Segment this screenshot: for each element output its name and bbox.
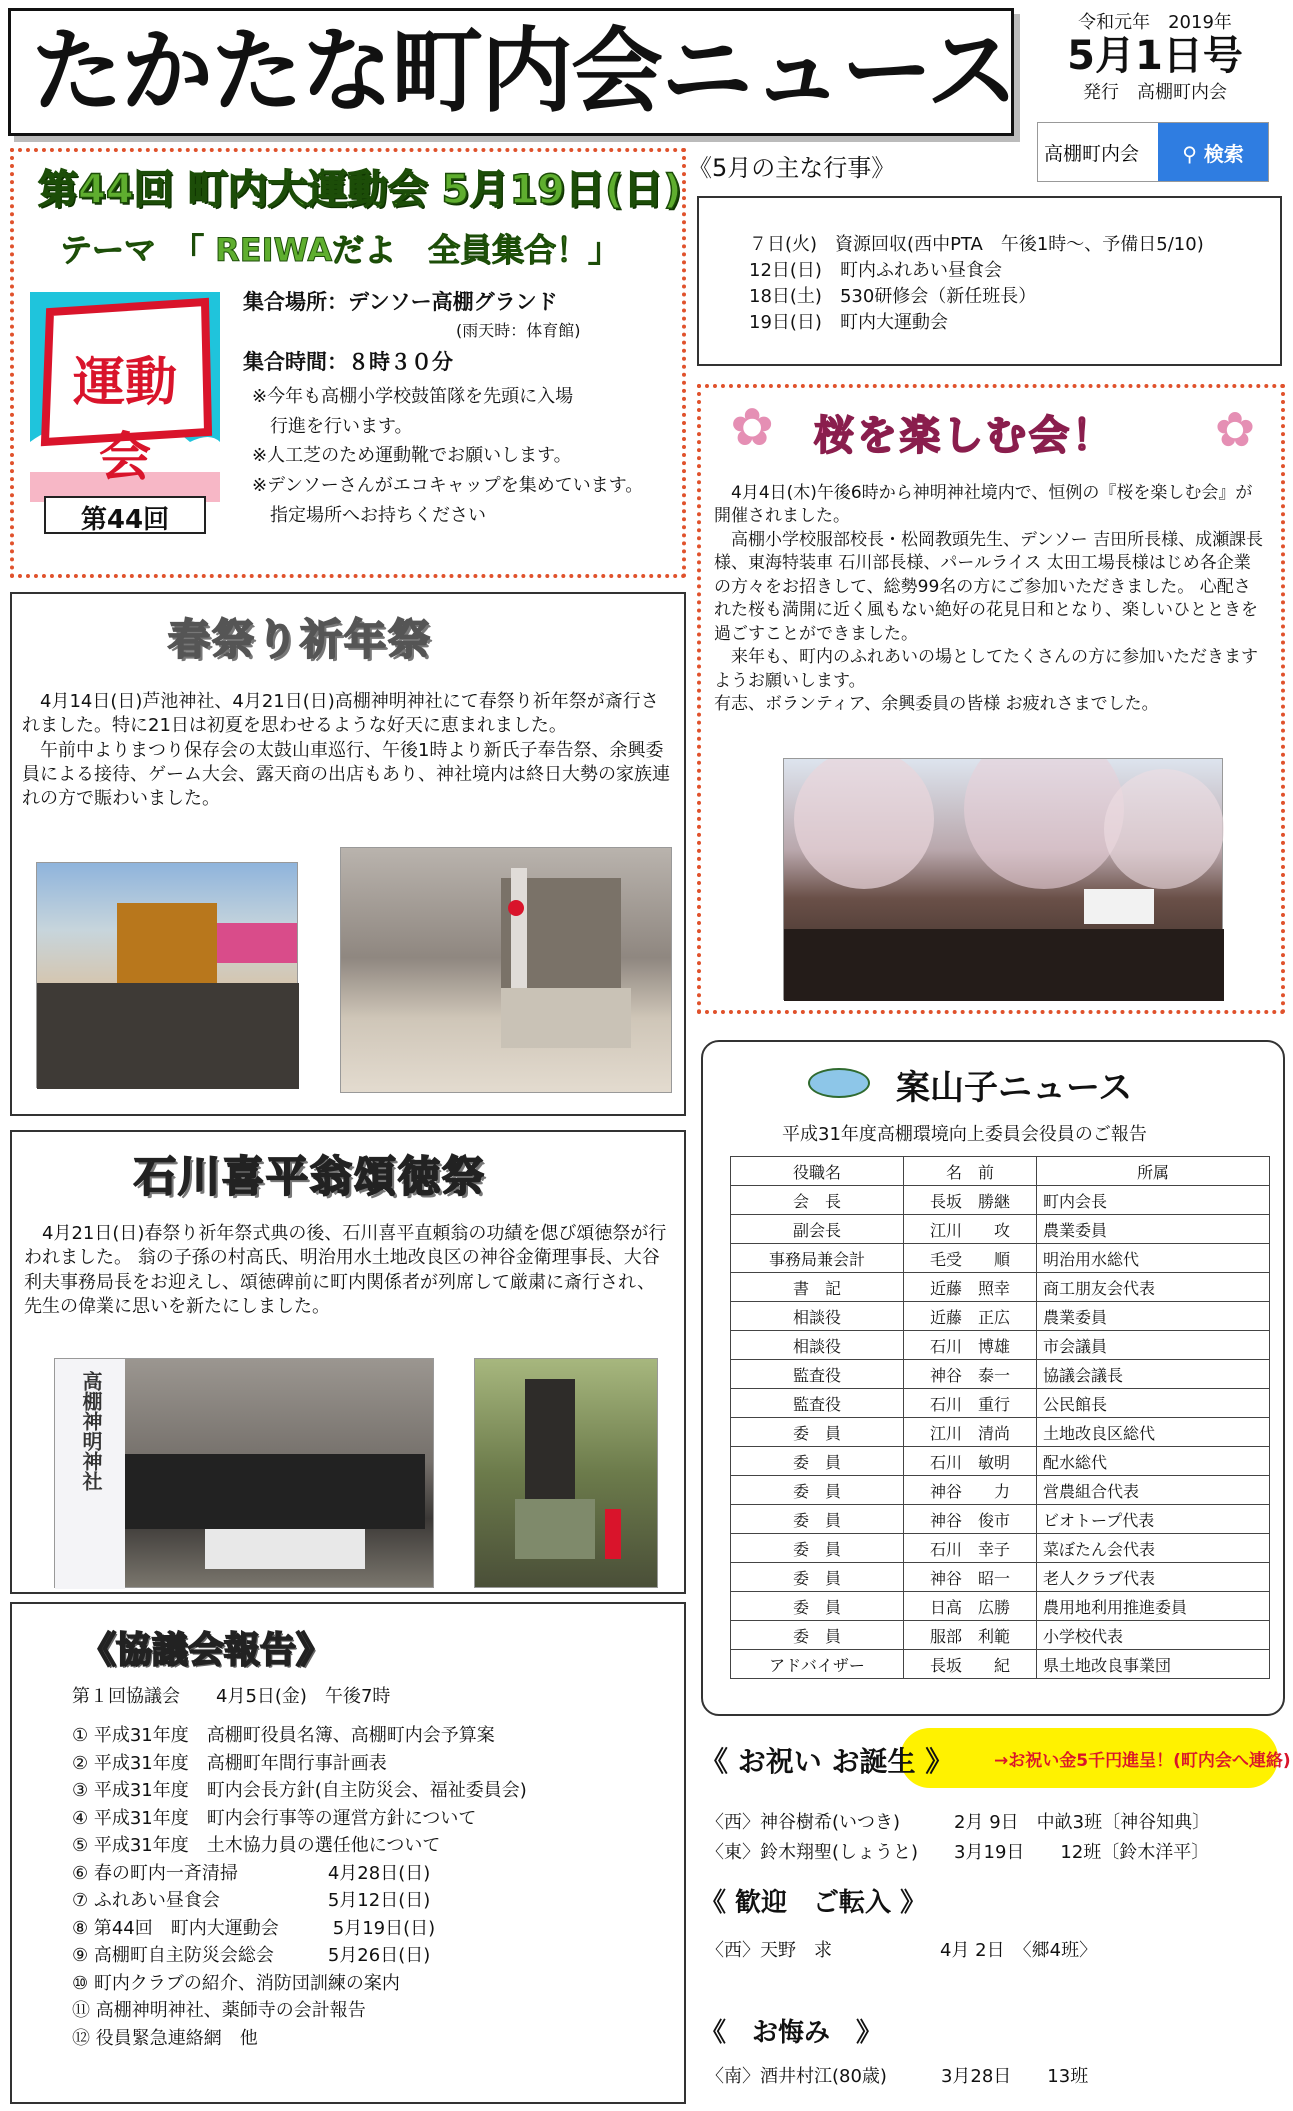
- table-cell: 委 員: [731, 1418, 904, 1447]
- sports-day-time: 集合時間：８時３０分: [243, 350, 453, 374]
- table-row: [731, 1447, 1270, 1476]
- council-item: ⑧ 第44回 町内大運動会 5月19日(日): [72, 1917, 436, 1939]
- event-item: 18日(土) 530研修会（新任班長）: [749, 286, 1037, 308]
- sports-day-place-rain: (雨天時：体育館): [456, 321, 581, 340]
- events-heading: 《5月の主な行事》: [688, 154, 896, 182]
- table-cell: アドバイザー: [731, 1650, 904, 1679]
- table-row: [731, 1273, 1270, 1302]
- spring-festival-title: 春祭り祈年祭: [168, 615, 433, 664]
- table-cell: 委 員: [731, 1592, 904, 1621]
- table-cell: 市会議員: [1037, 1331, 1270, 1360]
- table-cell: 県土地改良事業団: [1037, 1650, 1270, 1679]
- welcome-list: [706, 1936, 1097, 1962]
- table-row: [731, 1650, 1270, 1679]
- sakura-body: 4月4日(木)午後6時から神明神社境内で、恒例の『桜を楽しむ会』が開催されました。 高棚小学校服部校長・松岡教頭先生、デンソー 吉田所長様、成瀬課長様、東海特装車 石川部長様、パールライス 太田工場長様はじめ各企業の方々をお招きして、総勢99名の方にご参加いただきました。 心配された桜も満開に近く風もない絶好の花見日和となり、楽しいひとときを過ごすことができました。 来年も、町内のふれあいの場としてたくさんの方に参加いただきますようお願いします。 有志、ボランティア、余興委員の皆様 お疲れさまでした。: [714, 483, 1264, 715]
- table-row: [731, 1418, 1270, 1447]
- event-item: 12日(日) 町内ふれあい昼食会: [749, 260, 1002, 282]
- sakura-flower-icon: ✿: [1214, 402, 1256, 458]
- table-cell: 営農組合代表: [1037, 1476, 1270, 1505]
- table-cell: 協議会議長: [1037, 1360, 1270, 1389]
- mikoshi-photo-graphic: [37, 863, 299, 1089]
- table-cell: 毛受 順: [904, 1244, 1037, 1273]
- table-cell: ビオトープ代表: [1037, 1505, 1270, 1534]
- newsletter-title: たかたな町内会ニュース: [31, 18, 1017, 125]
- council-item: ⑥ 春の町内一斉清掃 4月28日(日): [72, 1862, 431, 1884]
- table-cell: 相談役: [731, 1331, 904, 1360]
- table-cell: 公民館長: [1037, 1389, 1270, 1418]
- table-cell: 小学校代表: [1037, 1621, 1270, 1650]
- table-cell: 石川 敏明: [904, 1447, 1037, 1476]
- council-item: ④ 平成31年度 町内会行事等の運営方針について: [72, 1807, 477, 1829]
- table-row: [731, 1505, 1270, 1534]
- table-row: [731, 1534, 1270, 1563]
- table-cell: 日高 広勝: [904, 1592, 1037, 1621]
- ishikawa-body: 4月21日(日)春祭り祈年祭式典の後、石川喜平直頼翁の功績を偲び頌徳祭が行われました。 翁の子孫の村高氏、明治用水土地改良区の神谷金衛理事長、大谷利夫事務局長をお迎えし、頌徳碑前に町内関係者が列席して厳粛に斎行され、先生の偉業に思いを新たにしました。: [24, 1223, 667, 1317]
- sakura-title: 桜を楽しむ会！: [814, 413, 1115, 459]
- column-header: 所属: [1037, 1157, 1270, 1186]
- condolence-list: [706, 2062, 1088, 2088]
- sports-day-emblem: [30, 292, 220, 538]
- monument-photo: [474, 1358, 658, 1588]
- table-cell: 老人クラブ代表: [1037, 1563, 1270, 1592]
- table-cell: 農用地利用推進委員: [1037, 1592, 1270, 1621]
- table-cell: 事務局兼会計: [731, 1244, 904, 1273]
- event-item: 19日(日) 町内大運動会: [749, 312, 948, 334]
- table-cell: 神谷 泰一: [904, 1360, 1037, 1389]
- sports-day-title: 第44回 町内大運動会 5月19日(日): [38, 167, 682, 213]
- emblem-main-text: 運動会: [72, 353, 177, 488]
- sakura-flower-icon: ✿: [730, 398, 774, 458]
- emblem-sub-text: 第44回: [80, 505, 170, 535]
- table-cell: 石川 幸子: [904, 1534, 1037, 1563]
- table-cell: 副会長: [731, 1215, 904, 1244]
- search-button[interactable]: [1158, 123, 1268, 181]
- council-item: ⑪ 高棚神明神社、薬師寺の会計報告: [72, 2000, 366, 2021]
- ishikawa-title: 石川喜平翁頌徳祭: [134, 1152, 487, 1201]
- table-cell: 委 員: [731, 1447, 904, 1476]
- table-row: [731, 1186, 1270, 1215]
- kakashi-title: 案山子ニュース: [896, 1068, 1133, 1108]
- issue-info: [1030, 8, 1280, 108]
- table-cell: 監査役: [731, 1389, 904, 1418]
- table-row: [731, 1331, 1270, 1360]
- table-cell: 町内会長: [1037, 1186, 1270, 1215]
- table-row: [731, 1563, 1270, 1592]
- table-cell: 配水総代: [1037, 1447, 1270, 1476]
- table-cell: 近藤 正広: [904, 1302, 1037, 1331]
- table-header-row: [731, 1157, 1270, 1186]
- council-item: ⑨ 高棚町自主防災会総会 5月26日(日): [72, 1945, 431, 1966]
- council-item: ⑫ 役員緊急連絡網 他: [72, 2027, 258, 2049]
- table-cell: 商工朋友会代表: [1037, 1273, 1270, 1302]
- birth-entry: 〈東〉鈴木翔聖(しょうと) 3月19日 12班〔鈴木洋平〕: [706, 1842, 1210, 1863]
- officer-table: [730, 1156, 1270, 1679]
- table-cell: 委 員: [731, 1563, 904, 1592]
- council-item: ③ 平成31年度 町内会長方針(自主防災会、福祉委員会): [72, 1780, 527, 1801]
- column-header: 役職名: [731, 1157, 904, 1186]
- column-header: 名 前: [904, 1157, 1037, 1186]
- table-row: [731, 1621, 1270, 1650]
- search-icon: ⚲: [1182, 141, 1197, 166]
- council-item: ⑦ ふれあい昼食会 5月12日(日): [72, 1890, 431, 1911]
- kakashi-table-wrap: [730, 1156, 1270, 1679]
- council-items: [72, 1722, 672, 2052]
- masthead: [8, 8, 1017, 136]
- council-item: ② 平成31年度 高棚町年間行事計画表: [72, 1752, 387, 1774]
- birth-entry: 〈西〉神谷樹希(いつき) 2月 9日 中畝3班〔神谷知典〕: [706, 1812, 1211, 1833]
- ceremony-photo: [54, 1358, 434, 1588]
- shrine-banner-text: 高棚神明神社: [79, 1371, 103, 1491]
- sports-note: ※デンソーさんがエコキャップを集めています。: [252, 475, 644, 497]
- kakashi-subtitle: 平成31年度高棚環境向上委員会役員のご報告: [782, 1124, 1147, 1145]
- births-note: →お祝い金5千円進呈！(町内会へ連絡): [994, 1751, 1291, 1771]
- table-row: [731, 1592, 1270, 1621]
- table-cell: 土地改良区総代: [1037, 1418, 1270, 1447]
- council-item: ⑩ 町内クラブの紹介、消防団訓練の案内: [72, 1972, 400, 1994]
- sakura-photo: [783, 758, 1223, 1000]
- table-cell: 近藤 照幸: [904, 1273, 1037, 1302]
- sports-day-theme: テーマ 「 REIWAだよ 全員集合！」: [60, 231, 621, 269]
- council-title: 《協議会報告》: [80, 1630, 333, 1671]
- sports-day-notes: [252, 382, 682, 530]
- births-list: [706, 1808, 1210, 1868]
- table-cell: 委 員: [731, 1476, 904, 1505]
- table-row: [731, 1476, 1270, 1505]
- table-cell: 服部 利範: [904, 1621, 1037, 1650]
- table-cell: 江川 清尚: [904, 1418, 1037, 1447]
- births-title: 《 お祝い お誕生 》: [700, 1745, 954, 1778]
- search-input[interactable]: [1038, 123, 1158, 181]
- table-cell: 石川 博雄: [904, 1331, 1037, 1360]
- sports-note: 指定場所へお持ちください: [252, 504, 486, 526]
- table-cell: 長坂 紀: [904, 1650, 1037, 1679]
- table-cell: 長坂 勝継: [904, 1186, 1037, 1215]
- table-cell: 神谷 俊市: [904, 1505, 1037, 1534]
- events-box: [697, 196, 1282, 366]
- table-cell: 神谷 昭一: [904, 1563, 1037, 1592]
- table-row: [731, 1215, 1270, 1244]
- table-cell: 委 員: [731, 1621, 904, 1650]
- table-cell: 農業委員: [1037, 1302, 1270, 1331]
- sports-note: 行進を行います。: [252, 415, 413, 437]
- officer-table-body: [731, 1186, 1270, 1679]
- table-cell: 神谷 力: [904, 1476, 1037, 1505]
- council-item: ⑤ 平成31年度 土木協力員の選任他について: [72, 1835, 441, 1856]
- table-cell: 相談役: [731, 1302, 904, 1331]
- monument-photo-graphic: [475, 1359, 659, 1589]
- council-item: ① 平成31年度 高棚町役員名簿、高棚町内会予算案: [72, 1725, 495, 1746]
- search-widget: [1037, 122, 1269, 182]
- table-row: [731, 1244, 1270, 1273]
- sakura-photo-graphic: [784, 759, 1224, 1001]
- spring-festival-body: 4月14日(日)芦池神社、4月21日(日)高棚神明神社にて春祭り祈年祭が斎行されました。特に21日は初夏を思わせるような好天に恵まれました。 午前中よりまつり保存会の太鼓山車巡行、午後1時より新氏子奉告祭、余興委員による接待、ゲーム大会、露天商の出店もあり、神社境内は終日大勢の家族連れの方で賑わいました。: [22, 691, 670, 810]
- table-cell: 委 員: [731, 1534, 904, 1563]
- table-cell: 農業委員: [1037, 1215, 1270, 1244]
- table-row: [731, 1389, 1270, 1418]
- table-cell: 江川 攻: [904, 1215, 1037, 1244]
- shrine-photo: [340, 847, 672, 1093]
- sports-day-place: 集合場所：デンソー高棚グランド: [243, 290, 558, 314]
- table-cell: 監査役: [731, 1360, 904, 1389]
- council-meeting: 第１回協議会 4月5日(金) 午後7時: [72, 1686, 391, 1707]
- condolence-title: 《 お悔み 》: [700, 2018, 883, 2048]
- issue-number: 5月1日号: [1067, 33, 1243, 79]
- table-row: [731, 1360, 1270, 1389]
- event-item: ７日(火) 資源回収(西中PTA 午後1時〜、予備日5/10): [749, 234, 1204, 255]
- ceremony-photo-graphic: [55, 1359, 435, 1589]
- table-cell: 会 長: [731, 1186, 904, 1215]
- sports-note: ※人工芝のため運動靴でお願いします。: [252, 445, 572, 467]
- issue-era: 令和元年 2019年: [1078, 12, 1232, 33]
- table-cell: 石川 重行: [904, 1389, 1037, 1418]
- welcome-title: 《 歓迎 ご転入 》: [700, 1888, 927, 1918]
- table-cell: 書 記: [731, 1273, 904, 1302]
- table-cell: 菜ぼたん会代表: [1037, 1534, 1270, 1563]
- scarecrow-icon: [808, 1068, 870, 1098]
- table-cell: 委 員: [731, 1505, 904, 1534]
- mikoshi-photo: [36, 862, 298, 1088]
- shrine-photo-graphic: [341, 848, 673, 1094]
- table-cell: 明治用水総代: [1037, 1244, 1270, 1273]
- issue-publisher: 発行 高棚町内会: [1083, 82, 1227, 103]
- welcome-entry: 〈西〉天野 求 4月 2日 〈郷4班〉: [706, 1940, 1098, 1961]
- sports-note: ※今年も高棚小学校鼓笛隊を先頭に入場: [252, 386, 574, 407]
- condolence-entry: 〈南〉酒井村江(80歳) 3月28日 13班: [706, 2066, 1089, 2087]
- table-row: [731, 1302, 1270, 1331]
- search-button-label: 検索: [1203, 141, 1244, 166]
